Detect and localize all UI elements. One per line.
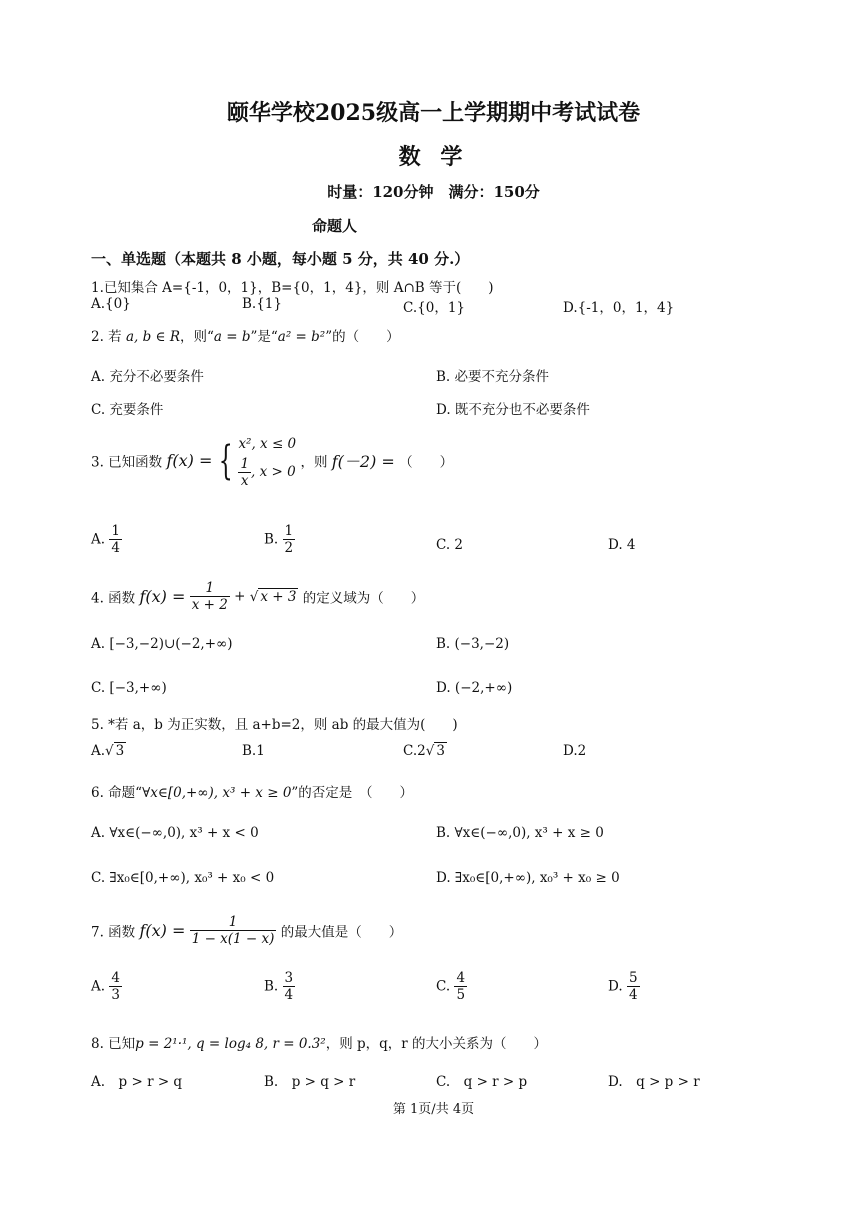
- q3-post: ，则: [300, 454, 328, 471]
- q7-c-label: C.: [436, 978, 451, 995]
- subject-title: 数 学: [398, 144, 469, 170]
- question-6-stem: [91, 781, 413, 801]
- author-label: 命题人: [312, 217, 358, 235]
- q3-expr: f(－2) =: [331, 452, 395, 471]
- q7-option-b: [264, 970, 295, 1003]
- q7-num: 1: [190, 914, 277, 931]
- q4-option-c: C. [−3,+∞): [91, 680, 167, 696]
- q7-lhs: f(x) =: [139, 921, 186, 940]
- q3-b-num: 1: [284, 523, 294, 539]
- q2-math-3: a² = b²: [277, 329, 326, 345]
- q3-option-a: [91, 523, 122, 556]
- q2-mid-1: ，则“: [179, 329, 214, 345]
- q5-option-d: D.2: [563, 743, 587, 759]
- q8-option-d: D. q > p > r: [608, 1074, 700, 1090]
- q7-b-num: 3: [284, 970, 294, 986]
- q7-b-label: B.: [264, 978, 279, 995]
- q5-c-rad: 3: [436, 743, 445, 759]
- question-4-stem: [91, 580, 424, 613]
- q4-rad: x + 3: [260, 588, 297, 605]
- q3-b-den: 2: [284, 540, 294, 556]
- q2-option-b: B. 必要不充分条件: [436, 369, 550, 385]
- q4-pre: 4. 函数: [91, 590, 136, 607]
- q5-a-label: A.: [91, 743, 106, 759]
- q4-sqrt: √ x + 3: [249, 588, 297, 605]
- q8-math: p = 2¹·¹, q = log₄ 8, r = 0.3²: [135, 1036, 326, 1052]
- q4-option-d: D. (−2,+∞): [436, 680, 513, 696]
- q3-case-2-cond: , x > 0: [251, 464, 296, 480]
- q8-pre: 8. 已知: [91, 1036, 136, 1052]
- q4-option-b: B. (−3,−2): [436, 636, 510, 652]
- q7-a-den: 3: [111, 987, 120, 1003]
- q2-option-a: A. 充分不必要条件: [91, 369, 204, 385]
- q7-d-label: D.: [608, 978, 623, 995]
- q4-num: 1: [190, 580, 230, 597]
- q2-pre: 2. 若: [91, 329, 122, 345]
- q3-case-1: x², x ≤ 0: [238, 436, 297, 452]
- question-7-stem: [91, 914, 402, 947]
- q8-post: ，则 p，q，r 的大小关系为（ ）: [325, 1036, 548, 1052]
- q2-option-d: D. 既不充分也不必要条件: [436, 402, 590, 418]
- section-title: 一、单选题（本题共 8 小题，每小题 5 分，共 40 分.）: [91, 250, 470, 268]
- q7-option-c: [436, 970, 467, 1003]
- question-1-stem: 1.已知集合 A={-1，0，1}，B={0，1，4}，则 A∩B 等于( ): [91, 280, 494, 296]
- q7-c-den: 5: [456, 987, 466, 1003]
- q5-a-rad: 3: [115, 743, 125, 759]
- q6-math: ∀x∈[0,+∞), x³ + x ≥ 0: [142, 785, 292, 801]
- q7-den: 1 − x(1 − x): [191, 931, 275, 947]
- q3-option-c: C. 2: [436, 537, 464, 553]
- q8-option-a: A. p > r > q: [91, 1074, 183, 1090]
- q6-option-d: D. ∃x₀∈[0,+∞), x₀³ + x₀ ≥ 0: [436, 870, 620, 886]
- q3-option-b: [264, 523, 295, 556]
- q8-option-b: B. p > q > r: [264, 1074, 356, 1090]
- q7-d-den: 4: [628, 987, 638, 1003]
- question-3-stem: [91, 432, 453, 489]
- q3-lhs: f(x) =: [166, 451, 213, 470]
- q5-option-c: C.2√ 3: [403, 743, 445, 759]
- q7-option-a: [91, 970, 122, 1003]
- q3-a-label: A.: [91, 531, 106, 548]
- q4-plus: +: [234, 588, 246, 605]
- q3-brace: {: [218, 437, 233, 484]
- q3-b-label: B.: [264, 531, 279, 548]
- exam-title: 颐华学校2025级高一上学期期中考试试卷: [226, 100, 641, 126]
- question-5-stem: 5. *若 a，b 为正实数，且 a+b=2，则 ab 的最大值为( ): [91, 717, 458, 733]
- exam-meta: 时量：120分钟 满分：150分: [327, 183, 540, 201]
- q2-math-1: a, b ∈ R: [125, 329, 180, 345]
- q8-option-c: C. q > r > p: [436, 1074, 528, 1090]
- q1-option-b: B.{1}: [242, 296, 282, 312]
- q1-option-a: A.{0}: [91, 296, 131, 312]
- q2-option-c: C. 充要条件: [91, 402, 164, 418]
- q4-lhs: f(x) =: [139, 587, 186, 606]
- q1-option-c: C.{0，1}: [403, 300, 465, 316]
- q3-cases: [238, 432, 296, 489]
- q5-c-label: C.2: [403, 743, 426, 759]
- q2-mid-2: ”是“: [250, 329, 278, 345]
- q4-den: x + 2: [191, 597, 228, 613]
- q7-post: 的最大值是（ ）: [280, 924, 403, 941]
- q5-option-b: B.1: [242, 743, 265, 759]
- q3-pre: 3. 已知函数: [91, 454, 163, 471]
- q6-pre: 6. 命题“: [91, 785, 143, 801]
- q7-c-num: 4: [456, 970, 466, 986]
- q2-math-2: a = b: [213, 329, 251, 345]
- q4-post: 的定义域为（ ）: [302, 590, 425, 607]
- q7-pre: 7. 函数: [91, 924, 136, 941]
- q3-a-num: 1: [111, 523, 120, 539]
- q3-case-2-num: 1: [240, 456, 250, 472]
- q4-option-a: A. [−3,−2)∪(−2,+∞): [91, 636, 233, 652]
- q7-a-label: A.: [91, 978, 106, 995]
- q3-case-2-den: x: [240, 473, 249, 489]
- question-8-stem: [91, 1032, 547, 1052]
- q3-a-den: 4: [111, 540, 120, 556]
- q3-case-2: [238, 456, 296, 489]
- q1-option-d: D.{-1，0，1，4}: [563, 300, 675, 316]
- q3-option-d: D. 4: [608, 537, 636, 553]
- q6-option-b: B. ∀x∈(−∞,0), x³ + x ≥ 0: [436, 825, 604, 841]
- q6-option-c: C. ∃x₀∈[0,+∞), x₀³ + x₀ < 0: [91, 870, 275, 886]
- q3-tail: （ ）: [399, 454, 454, 471]
- page-number: 第 1页/共 4页: [392, 1102, 475, 1117]
- q2-post: ”的（ ）: [325, 329, 400, 345]
- question-2-stem: [91, 325, 400, 345]
- q5-option-a: A.√ 3: [91, 743, 125, 759]
- q7-a-num: 4: [111, 970, 120, 986]
- q6-post: ”的否定是 （ ）: [291, 785, 414, 801]
- q7-option-d: [608, 970, 640, 1003]
- q7-d-num: 5: [628, 970, 638, 986]
- q7-b-den: 4: [284, 987, 294, 1003]
- q6-option-a: A. ∀x∈(−∞,0), x³ + x < 0: [91, 825, 259, 841]
